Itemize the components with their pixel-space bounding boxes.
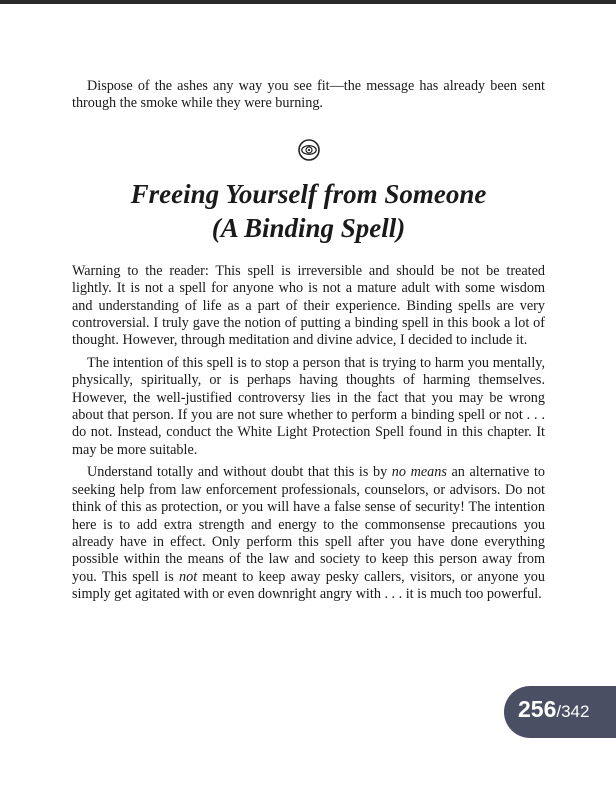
document-page [72,78,545,609]
understand-emphasis-2: not [179,568,198,585]
intro-paragraph: Dispose of the ashes any way you see fit—the message has already been sent through the smoke while they were burning. [72,78,545,112]
spiral-eye-ornament-icon [298,139,320,161]
title-line-2: (A Binding Spell) [211,212,406,243]
understand-text-3: meant to keep away pesky callers, visitors, or anyone you simply get agitated with or even downright angry with . . . it is much too powerful. [72,568,545,603]
page-indicator-badge[interactable] [504,686,616,738]
understand-text-1: Understand totally and without doubt that this is by [87,464,392,481]
current-page-number: 256 [518,696,557,722]
warning-paragraph: Warning to the reader: This spell is irreversible and should be not be treated lightly. It is not a spell for anyone who is not a mature adult with some wisdom and understanding of life as a part of their experience. Binding spells are very controversial. I truly gave the notion of putting a binding spell in this book a lot of thought. However, through meditation and divine advice, I decided to include it. [72,262,545,349]
total-page-count: /342 [556,702,590,721]
top-border [0,0,616,4]
title-line-1: Freeing Yourself from Someone [130,178,487,209]
section-title [72,177,545,245]
understand-paragraph [72,464,545,603]
understand-emphasis-1: no means [391,464,447,481]
understand-text-2: an alternative to seeking help from law enforcement professionals, counselors, or advisors. Do not think of this as protection, or you will have a false sense of security! The intention here is to add extra strength and energy to the commonsense precautions you already have in effect. Only perform this spell after you have done everything possible within the means of the law and society to keep this person away from you. This spell is [72,464,545,585]
intention-paragraph: The intention of this spell is to stop a person that is trying to harm you mentally, physically, spiritually, or is perhaps having thoughts of harming themselves. However, the well-justified controversy lies in the fact that you may be wrong about that person. If you are not sure whether to perform a binding spell or not . . . do not. Instead, conduct the White Light Protection Spell found in this chapter. It may be more suitable. [72,354,545,458]
